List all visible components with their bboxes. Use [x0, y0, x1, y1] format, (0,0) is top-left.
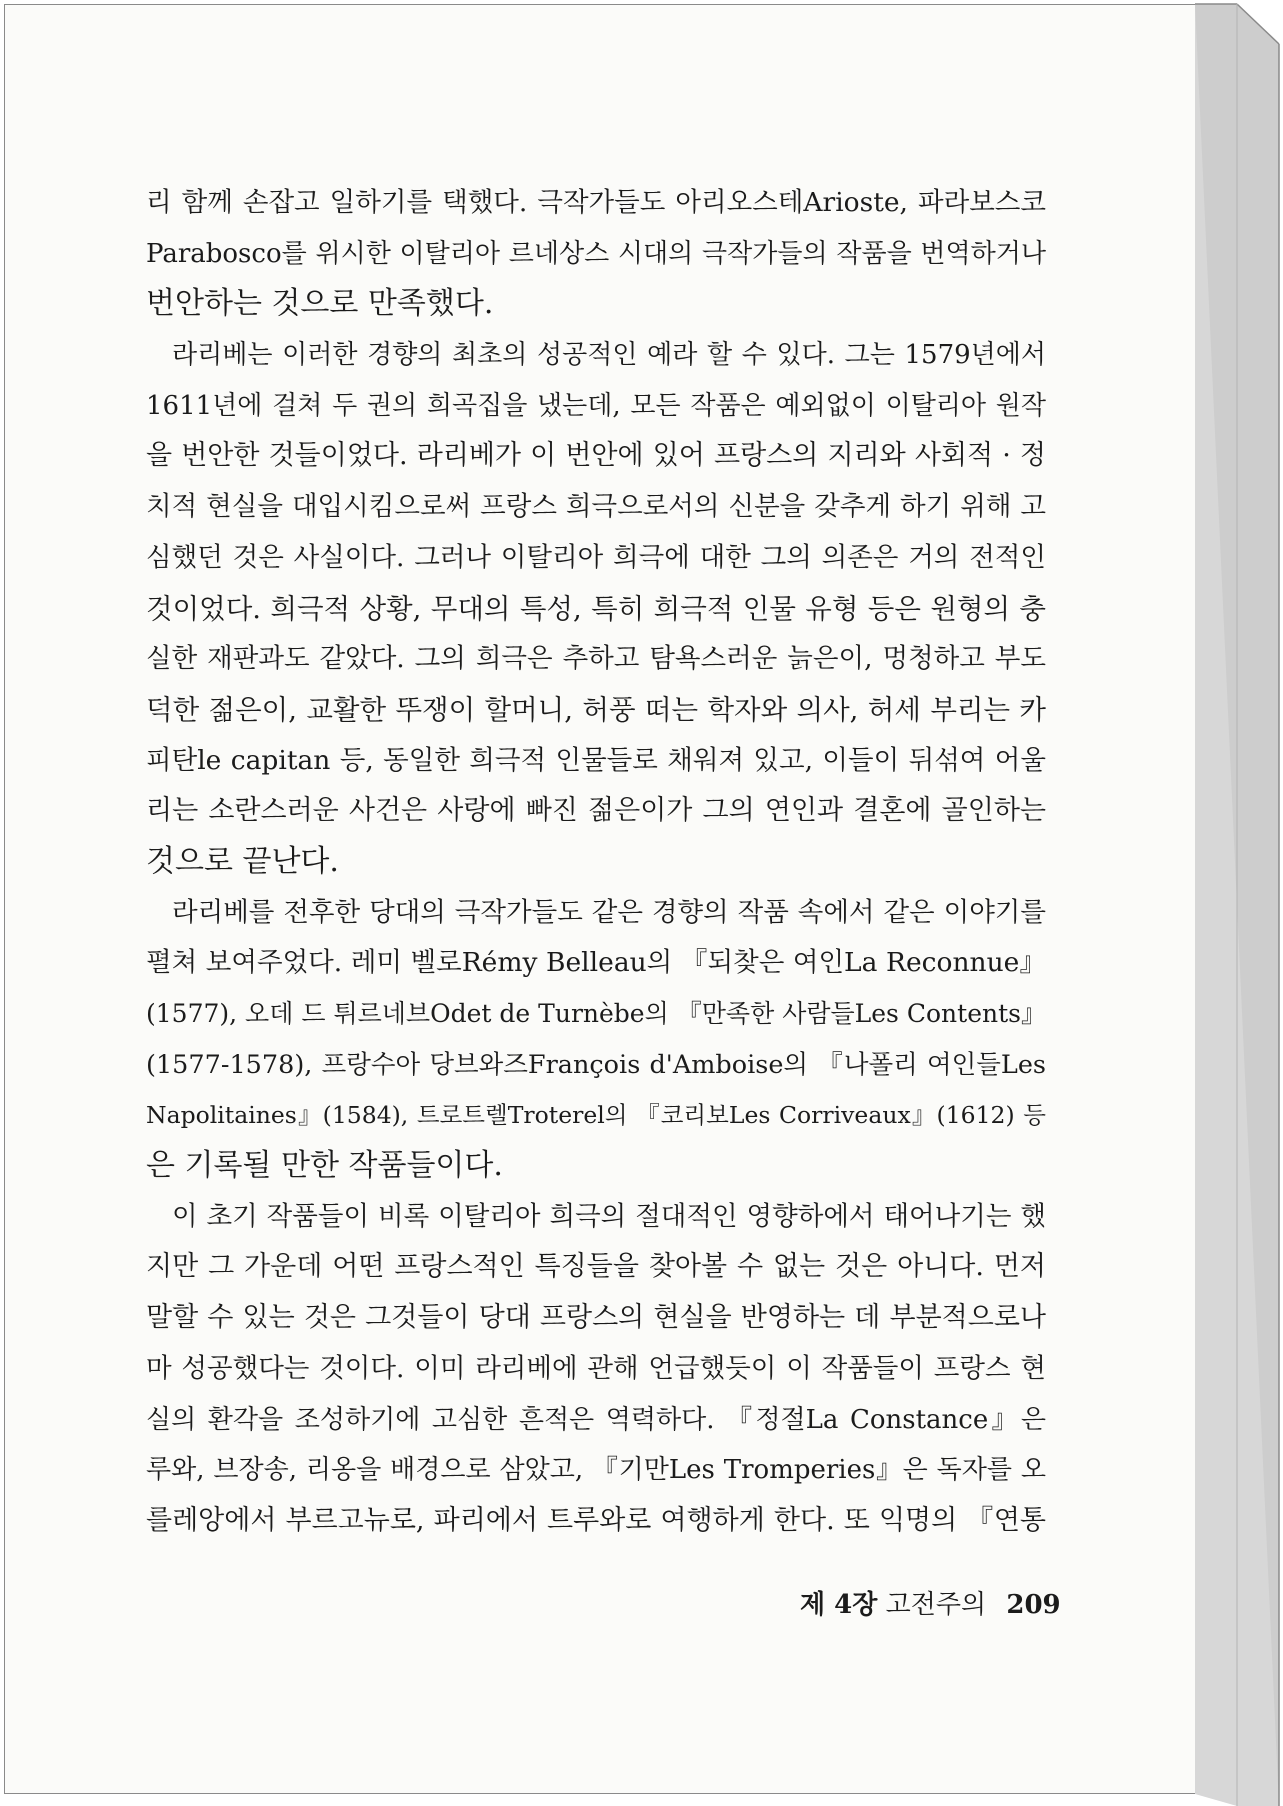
text-line: Parabosco를 위시한 이탈리아 르네상스 시대의 극작가들의 작품을 번역하거나 [146, 238, 1046, 269]
text-line: 덕한 젊은이, 교활한 뚜쟁이 할머니, 허풍 떠는 학자와 의사, 허세 부리는 카 [146, 693, 1046, 726]
page-footer [800, 1584, 1061, 1621]
page-stack-edge [1195, 0, 1283, 1806]
text-line: 펼쳐 보여주었다. 레미 벨로Rémy Belleau의 『되찾은 여인La Reconnue』 [146, 947, 1046, 979]
text-line: (1577-1578), 프랑수아 당브와즈François d'Amboise의 『나폴리 여인들Les [146, 1049, 1046, 1080]
text-line: 것이었다. 희극적 상황, 무대의 특성, 특히 희극적 인물 유형 등은 원형의 충 [146, 592, 1046, 625]
text-line: 것으로 끝난다. [146, 843, 339, 879]
text-line: 말할 수 있는 것은 그것들이 당대 프랑스의 현실을 반영하는 데 부분적으로나 [146, 1302, 1046, 1334]
text-line: 지만 그 가운데 어떤 프랑스적인 특징들을 찾아볼 수 없는 것은 아니다. 먼저 [146, 1251, 1046, 1283]
text-line: 피탄le capitan 등, 동일한 희극적 인물들로 채워져 있고, 이들이 뒤섞여 어울 [146, 744, 1046, 776]
text-line: 루와, 브장송, 리옹을 배경으로 삼았고, 『기만Les Tromperies』은 독자를 오 [146, 1455, 1046, 1486]
text-line: 라리베를 전후한 당대의 극작가들도 같은 경향의 작품 속에서 같은 이야기를 [172, 896, 1046, 928]
text-line: 1611년에 걸쳐 두 권의 희곡집을 냈는데, 모든 작품은 예외없이 이탈리아 원작 [146, 390, 1046, 421]
text-line: 은 기록될 만한 작품들이다. [146, 1148, 503, 1184]
text-line: 이 초기 작품들이 비록 이탈리아 희극의 절대적인 영향하에서 태어나기는 했 [172, 1200, 1046, 1232]
text-line: 실한 재판과도 같았다. 그의 희극은 추하고 탐욕스러운 늙은이, 멍청하고 부도 [146, 643, 1046, 675]
section-label: 고전주의 [885, 1590, 987, 1620]
body-text [146, 178, 1046, 1547]
text-line: 심했던 것은 사실이다. 그러나 이탈리아 희극에 대한 그의 의존은 거의 전적인 [146, 541, 1046, 573]
page-number: 209 [1006, 1590, 1061, 1620]
text-line: 치적 현실을 대입시킴으로써 프랑스 희극으로서의 신분을 갖추게 하기 위해 고 [146, 491, 1046, 523]
text-line: 라리베는 이러한 경향의 최초의 성공적인 예라 할 수 있다. 그는 1579년에서 [172, 340, 1046, 371]
text-line: Napolitaines』(1584), 트로트렐Troterel의 『코리보Les Corriveaux』(1612) 등 [146, 1101, 1046, 1130]
text-line: (1577), 오데 드 튀르네브Odet de Turnèbe의 『만족한 사람들Les Contents』 [146, 999, 1046, 1028]
text-line: 실의 환각을 조성하기에 고심한 흔적은 역력하다. 『정절La Constance』은 [146, 1404, 1046, 1435]
text-line: 리는 소란스러운 사건은 사랑에 빠진 젊은이가 그의 연인과 결혼에 골인하는 [146, 795, 1046, 827]
text-line: 를레앙에서 부르고뉴로, 파리에서 트루와로 여행하게 한다. 또 익명의 『연통 [146, 1504, 1046, 1536]
text-line: 을 번안한 것들이었다. 라리베가 이 번안에 있어 프랑스의 지리와 사회적 · 정 [146, 440, 1046, 472]
chapter-label: 제 4장 [800, 1590, 878, 1620]
text-line: 마 성공했다는 것이다. 이미 라리베에 관해 언급했듯이 이 작품들이 프랑스 현 [146, 1352, 1046, 1384]
text-line: 번안하는 것으로 만족했다. [146, 286, 494, 322]
text-line: 리 함께 손잡고 일하기를 택했다. 극작가들도 아리오스테Arioste, 파라보스코 [146, 187, 1046, 218]
